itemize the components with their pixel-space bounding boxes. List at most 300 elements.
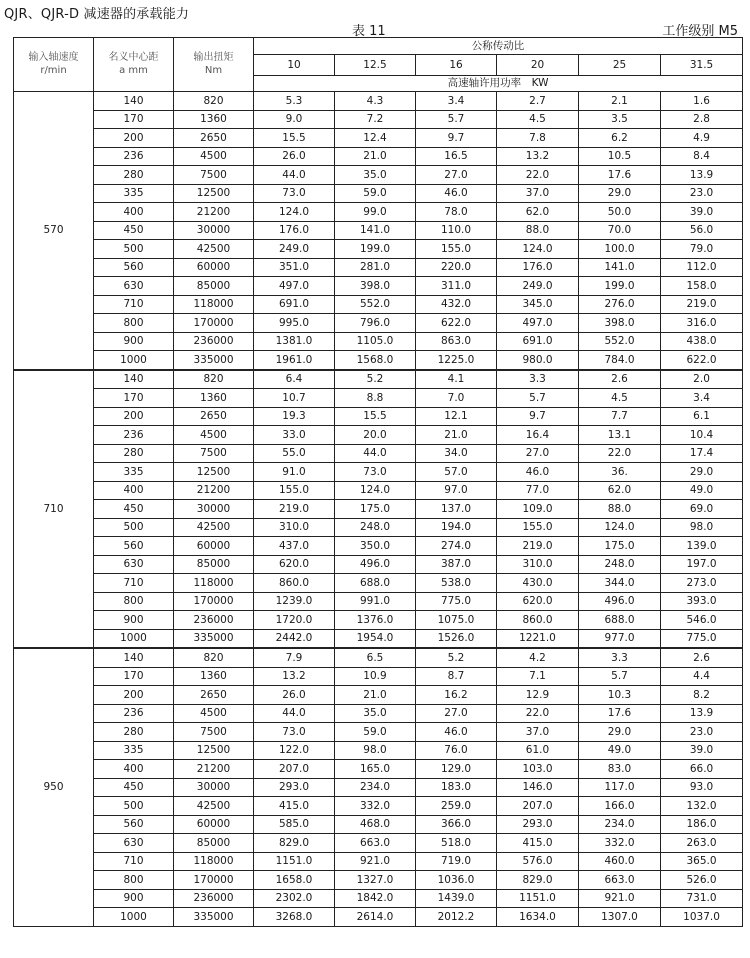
header-nominal-ratio: 公称传动比	[254, 38, 743, 55]
power-cell: 546.0	[661, 611, 743, 630]
power-cell: 158.0	[661, 277, 743, 296]
table-row	[14, 852, 743, 871]
power-cell: 141.0	[579, 258, 661, 277]
power-cell: 13.1	[579, 426, 661, 445]
table-row	[14, 426, 743, 445]
power-cell: 73.0	[335, 463, 416, 482]
power-cell: 12.9	[497, 686, 579, 705]
table-row	[14, 778, 743, 797]
output-torque-cell: 335000	[174, 629, 254, 648]
table-row	[14, 574, 743, 593]
power-cell: 175.0	[579, 537, 661, 556]
power-cell: 5.7	[579, 667, 661, 686]
power-cell: 100.0	[579, 240, 661, 259]
power-cell: 3268.0	[254, 908, 335, 927]
power-cell: 27.0	[497, 444, 579, 463]
output-torque-cell: 60000	[174, 537, 254, 556]
power-cell: 9.7	[416, 129, 497, 148]
center-distance-cell: 560	[94, 258, 174, 277]
power-cell: 73.0	[254, 184, 335, 203]
power-cell: 36.	[579, 463, 661, 482]
output-torque-cell: 85000	[174, 834, 254, 853]
power-cell: 27.0	[416, 704, 497, 723]
center-distance-cell: 170	[94, 389, 174, 408]
power-cell: 132.0	[661, 797, 743, 816]
table-row	[14, 908, 743, 927]
input-speed-cell: 950	[14, 648, 94, 926]
power-cell: 1151.0	[254, 852, 335, 871]
table-body	[14, 92, 743, 927]
power-cell: 73.0	[254, 723, 335, 742]
power-cell: 1961.0	[254, 351, 335, 370]
output-torque-cell: 30000	[174, 500, 254, 519]
power-cell: 15.5	[335, 407, 416, 426]
header-ratio: 25	[579, 55, 661, 76]
header-center-distance	[94, 38, 174, 92]
output-torque-cell: 30000	[174, 221, 254, 240]
power-cell: 1439.0	[416, 889, 497, 908]
power-cell: 398.0	[335, 277, 416, 296]
table-row	[14, 389, 743, 408]
output-torque-cell: 85000	[174, 277, 254, 296]
power-cell: 70.0	[579, 221, 661, 240]
power-cell: 576.0	[497, 852, 579, 871]
power-cell: 44.0	[254, 166, 335, 185]
center-distance-cell: 630	[94, 834, 174, 853]
power-cell: 26.0	[254, 147, 335, 166]
power-cell: 8.7	[416, 667, 497, 686]
output-torque-cell: 7500	[174, 723, 254, 742]
table-row	[14, 537, 743, 556]
power-cell: 293.0	[497, 815, 579, 834]
header-ratio: 31.5	[661, 55, 743, 76]
table-row	[14, 611, 743, 630]
center-distance-cell: 800	[94, 314, 174, 333]
output-torque-cell: 42500	[174, 240, 254, 259]
power-cell: 2.1	[579, 92, 661, 111]
center-distance-cell: 1000	[94, 351, 174, 370]
output-torque-cell: 1360	[174, 667, 254, 686]
center-distance-cell: 450	[94, 221, 174, 240]
power-cell: 980.0	[497, 351, 579, 370]
power-cell: 13.2	[497, 147, 579, 166]
power-cell: 6.5	[335, 648, 416, 667]
output-torque-cell: 170000	[174, 592, 254, 611]
center-distance-cell: 900	[94, 611, 174, 630]
power-cell: 1105.0	[335, 332, 416, 351]
output-torque-cell: 170000	[174, 871, 254, 890]
power-cell: 775.0	[661, 629, 743, 648]
power-cell: 23.0	[661, 723, 743, 742]
center-distance-cell: 280	[94, 444, 174, 463]
power-cell: 393.0	[661, 592, 743, 611]
center-distance-cell: 335	[94, 741, 174, 760]
power-cell: 432.0	[416, 295, 497, 314]
power-cell: 248.0	[579, 555, 661, 574]
table-row	[14, 834, 743, 853]
power-cell: 518.0	[416, 834, 497, 853]
power-cell: 8.8	[335, 389, 416, 408]
input-speed-cell: 570	[14, 92, 94, 370]
table-row	[14, 240, 743, 259]
power-cell: 1720.0	[254, 611, 335, 630]
power-cell: 281.0	[335, 258, 416, 277]
table-row	[14, 444, 743, 463]
center-distance-cell: 630	[94, 555, 174, 574]
power-cell: 17.6	[579, 704, 661, 723]
power-cell: 2302.0	[254, 889, 335, 908]
power-cell: 29.0	[661, 463, 743, 482]
power-cell: 37.0	[497, 184, 579, 203]
table-row	[14, 332, 743, 351]
power-cell: 310.0	[254, 518, 335, 537]
output-torque-cell: 42500	[174, 518, 254, 537]
document-title: QJR、QJR-D 减速器的承载能力	[4, 7, 190, 22]
center-distance-cell: 450	[94, 500, 174, 519]
power-cell: 77.0	[497, 481, 579, 500]
power-cell: 56.0	[661, 221, 743, 240]
power-cell: 93.0	[661, 778, 743, 797]
power-cell: 3.4	[416, 92, 497, 111]
table-row	[14, 500, 743, 519]
power-cell: 10.5	[579, 147, 661, 166]
power-cell: 4.5	[497, 110, 579, 129]
power-cell: 274.0	[416, 537, 497, 556]
power-cell: 26.0	[254, 686, 335, 705]
power-cell: 3.3	[579, 648, 661, 667]
power-cell: 12.4	[335, 129, 416, 148]
power-cell: 15.5	[254, 129, 335, 148]
power-cell: 5.7	[416, 110, 497, 129]
output-torque-cell: 820	[174, 370, 254, 389]
power-cell: 207.0	[497, 797, 579, 816]
power-cell: 79.0	[661, 240, 743, 259]
power-cell: 155.0	[497, 518, 579, 537]
output-torque-cell: 236000	[174, 332, 254, 351]
power-cell: 1327.0	[335, 871, 416, 890]
power-cell: 129.0	[416, 760, 497, 779]
power-cell: 109.0	[497, 500, 579, 519]
power-cell: 1307.0	[579, 908, 661, 927]
power-cell: 620.0	[497, 592, 579, 611]
center-distance-cell: 280	[94, 723, 174, 742]
power-cell: 17.4	[661, 444, 743, 463]
table-row	[14, 277, 743, 296]
work-level-label: 工作级别 M5	[662, 24, 738, 39]
power-cell: 91.0	[254, 463, 335, 482]
output-torque-cell: 12500	[174, 463, 254, 482]
table-row	[14, 92, 743, 111]
power-cell: 98.0	[335, 741, 416, 760]
power-cell: 9.0	[254, 110, 335, 129]
power-cell: 44.0	[254, 704, 335, 723]
power-cell: 995.0	[254, 314, 335, 333]
power-cell: 1037.0	[661, 908, 743, 927]
table-row	[14, 889, 743, 908]
power-cell: 526.0	[661, 871, 743, 890]
power-cell: 1658.0	[254, 871, 335, 890]
table-row	[14, 203, 743, 222]
power-cell: 66.0	[661, 760, 743, 779]
power-cell: 13.9	[661, 166, 743, 185]
power-cell: 248.0	[335, 518, 416, 537]
output-torque-cell: 2650	[174, 129, 254, 148]
center-distance-cell: 335	[94, 463, 174, 482]
power-cell: 59.0	[335, 723, 416, 742]
center-distance-cell: 400	[94, 203, 174, 222]
power-cell: 4.4	[661, 667, 743, 686]
power-cell: 4.2	[497, 648, 579, 667]
power-cell: 99.0	[335, 203, 416, 222]
power-cell: 829.0	[254, 834, 335, 853]
power-cell: 146.0	[497, 778, 579, 797]
center-distance-cell: 500	[94, 797, 174, 816]
power-cell: 46.0	[416, 723, 497, 742]
power-cell: 19.3	[254, 407, 335, 426]
power-cell: 183.0	[416, 778, 497, 797]
power-cell: 234.0	[579, 815, 661, 834]
power-cell: 316.0	[661, 314, 743, 333]
power-cell: 691.0	[254, 295, 335, 314]
power-cell: 112.0	[661, 258, 743, 277]
power-cell: 437.0	[254, 537, 335, 556]
table-row	[14, 760, 743, 779]
table-row	[14, 184, 743, 203]
center-distance-cell: 236	[94, 704, 174, 723]
power-cell: 69.0	[661, 500, 743, 519]
table-row	[14, 370, 743, 389]
table-row	[14, 648, 743, 667]
power-cell: 16.2	[416, 686, 497, 705]
power-cell: 415.0	[497, 834, 579, 853]
power-cell: 22.0	[579, 444, 661, 463]
center-distance-cell: 200	[94, 686, 174, 705]
power-cell: 351.0	[254, 258, 335, 277]
power-cell: 5.2	[416, 648, 497, 667]
power-cell: 7.9	[254, 648, 335, 667]
center-distance-cell: 710	[94, 295, 174, 314]
header-input-speed-label: 输入轴速度	[28, 52, 79, 63]
power-cell: 365.0	[661, 852, 743, 871]
header-ratio: 10	[254, 55, 335, 76]
power-cell: 622.0	[661, 351, 743, 370]
power-cell: 350.0	[335, 537, 416, 556]
power-cell: 2.6	[661, 648, 743, 667]
power-cell: 62.0	[497, 203, 579, 222]
output-torque-cell: 30000	[174, 778, 254, 797]
output-torque-cell: 236000	[174, 889, 254, 908]
power-cell: 10.3	[579, 686, 661, 705]
center-distance-cell: 200	[94, 407, 174, 426]
table-row	[14, 351, 743, 370]
power-cell: 124.0	[579, 518, 661, 537]
output-torque-cell: 12500	[174, 184, 254, 203]
power-cell: 39.0	[661, 741, 743, 760]
power-cell: 1526.0	[416, 629, 497, 648]
power-cell: 344.0	[579, 574, 661, 593]
power-cell: 622.0	[416, 314, 497, 333]
power-cell: 122.0	[254, 741, 335, 760]
power-cell: 117.0	[579, 778, 661, 797]
power-cell: 16.5	[416, 147, 497, 166]
header-input-speed	[14, 38, 94, 92]
power-cell: 141.0	[335, 221, 416, 240]
power-cell: 13.2	[254, 667, 335, 686]
power-cell: 497.0	[497, 314, 579, 333]
power-cell: 496.0	[579, 592, 661, 611]
power-cell: 8.2	[661, 686, 743, 705]
center-distance-cell: 900	[94, 889, 174, 908]
power-cell: 29.0	[579, 723, 661, 742]
power-cell: 387.0	[416, 555, 497, 574]
power-cell: 860.0	[497, 611, 579, 630]
power-cell: 585.0	[254, 815, 335, 834]
output-torque-cell: 4500	[174, 426, 254, 445]
power-cell: 219.0	[254, 500, 335, 519]
power-cell: 1.6	[661, 92, 743, 111]
table-row	[14, 704, 743, 723]
power-cell: 46.0	[416, 184, 497, 203]
header-ratio: 12.5	[335, 55, 416, 76]
power-cell: 21.0	[416, 426, 497, 445]
center-distance-cell: 800	[94, 592, 174, 611]
power-cell: 137.0	[416, 500, 497, 519]
center-distance-cell: 170	[94, 667, 174, 686]
power-cell: 219.0	[661, 295, 743, 314]
power-cell: 88.0	[497, 221, 579, 240]
power-cell: 3.4	[661, 389, 743, 408]
power-cell: 199.0	[579, 277, 661, 296]
table-row	[14, 518, 743, 537]
power-cell: 1376.0	[335, 611, 416, 630]
power-cell: 731.0	[661, 889, 743, 908]
power-cell: 438.0	[661, 332, 743, 351]
power-cell: 2.7	[497, 92, 579, 111]
table-row	[14, 258, 743, 277]
load-capacity-table	[13, 37, 743, 927]
power-cell: 155.0	[416, 240, 497, 259]
header-ratio: 20	[497, 55, 579, 76]
power-cell: 775.0	[416, 592, 497, 611]
power-cell: 8.4	[661, 147, 743, 166]
power-cell: 977.0	[579, 629, 661, 648]
power-cell: 21.0	[335, 147, 416, 166]
table-row	[14, 481, 743, 500]
power-cell: 7.2	[335, 110, 416, 129]
header-output-torque-unit: Nm	[204, 65, 223, 76]
power-cell: 1239.0	[254, 592, 335, 611]
table-number: 表 11	[352, 24, 386, 39]
power-cell: 35.0	[335, 166, 416, 185]
output-torque-cell: 85000	[174, 555, 254, 574]
power-cell: 276.0	[579, 295, 661, 314]
table-row	[14, 871, 743, 890]
power-cell: 139.0	[661, 537, 743, 556]
power-cell: 103.0	[497, 760, 579, 779]
output-torque-cell: 12500	[174, 741, 254, 760]
output-torque-cell: 1360	[174, 110, 254, 129]
power-cell: 249.0	[497, 277, 579, 296]
table-row	[14, 815, 743, 834]
power-cell: 234.0	[335, 778, 416, 797]
power-cell: 1036.0	[416, 871, 497, 890]
power-cell: 4.3	[335, 92, 416, 111]
output-torque-cell: 236000	[174, 611, 254, 630]
center-distance-cell: 236	[94, 147, 174, 166]
power-cell: 29.0	[579, 184, 661, 203]
table-row	[14, 295, 743, 314]
power-cell: 345.0	[497, 295, 579, 314]
power-cell: 207.0	[254, 760, 335, 779]
power-cell: 20.0	[335, 426, 416, 445]
center-distance-cell: 280	[94, 166, 174, 185]
power-cell: 9.7	[497, 407, 579, 426]
power-cell: 124.0	[497, 240, 579, 259]
power-cell: 49.0	[661, 481, 743, 500]
power-cell: 12.1	[416, 407, 497, 426]
power-cell: 83.0	[579, 760, 661, 779]
power-cell: 263.0	[661, 834, 743, 853]
power-cell: 691.0	[497, 332, 579, 351]
power-cell: 76.0	[416, 741, 497, 760]
power-cell: 496.0	[335, 555, 416, 574]
table-row	[14, 166, 743, 185]
header-center-distance-label: 名义中心距	[108, 52, 159, 63]
center-distance-cell: 710	[94, 852, 174, 871]
power-cell: 44.0	[335, 444, 416, 463]
power-cell: 199.0	[335, 240, 416, 259]
table-row	[14, 555, 743, 574]
power-cell: 23.0	[661, 184, 743, 203]
power-cell: 3.3	[497, 370, 579, 389]
power-cell: 273.0	[661, 574, 743, 593]
power-cell: 620.0	[254, 555, 335, 574]
power-cell: 796.0	[335, 314, 416, 333]
power-cell: 7.0	[416, 389, 497, 408]
center-distance-cell: 900	[94, 332, 174, 351]
power-cell: 468.0	[335, 815, 416, 834]
power-cell: 6.4	[254, 370, 335, 389]
power-cell: 2614.0	[335, 908, 416, 927]
power-cell: 1381.0	[254, 332, 335, 351]
power-cell: 497.0	[254, 277, 335, 296]
power-cell: 46.0	[497, 463, 579, 482]
power-cell: 124.0	[254, 203, 335, 222]
power-cell: 88.0	[579, 500, 661, 519]
center-distance-cell: 1000	[94, 908, 174, 927]
power-cell: 259.0	[416, 797, 497, 816]
center-distance-cell: 140	[94, 370, 174, 389]
power-cell: 22.0	[497, 166, 579, 185]
power-cell: 98.0	[661, 518, 743, 537]
power-cell: 175.0	[335, 500, 416, 519]
power-cell: 829.0	[497, 871, 579, 890]
table-row	[14, 667, 743, 686]
power-cell: 311.0	[416, 277, 497, 296]
power-cell: 10.7	[254, 389, 335, 408]
table-row	[14, 221, 743, 240]
center-distance-cell: 335	[94, 184, 174, 203]
header-allowable-power: 高速轴许用功率 KW	[254, 76, 743, 92]
output-torque-cell: 820	[174, 648, 254, 667]
output-torque-cell: 42500	[174, 797, 254, 816]
power-cell: 10.4	[661, 426, 743, 445]
power-cell: 37.0	[497, 723, 579, 742]
power-cell: 332.0	[579, 834, 661, 853]
power-cell: 21.0	[335, 686, 416, 705]
input-speed-cell: 710	[14, 370, 94, 649]
table-row	[14, 147, 743, 166]
